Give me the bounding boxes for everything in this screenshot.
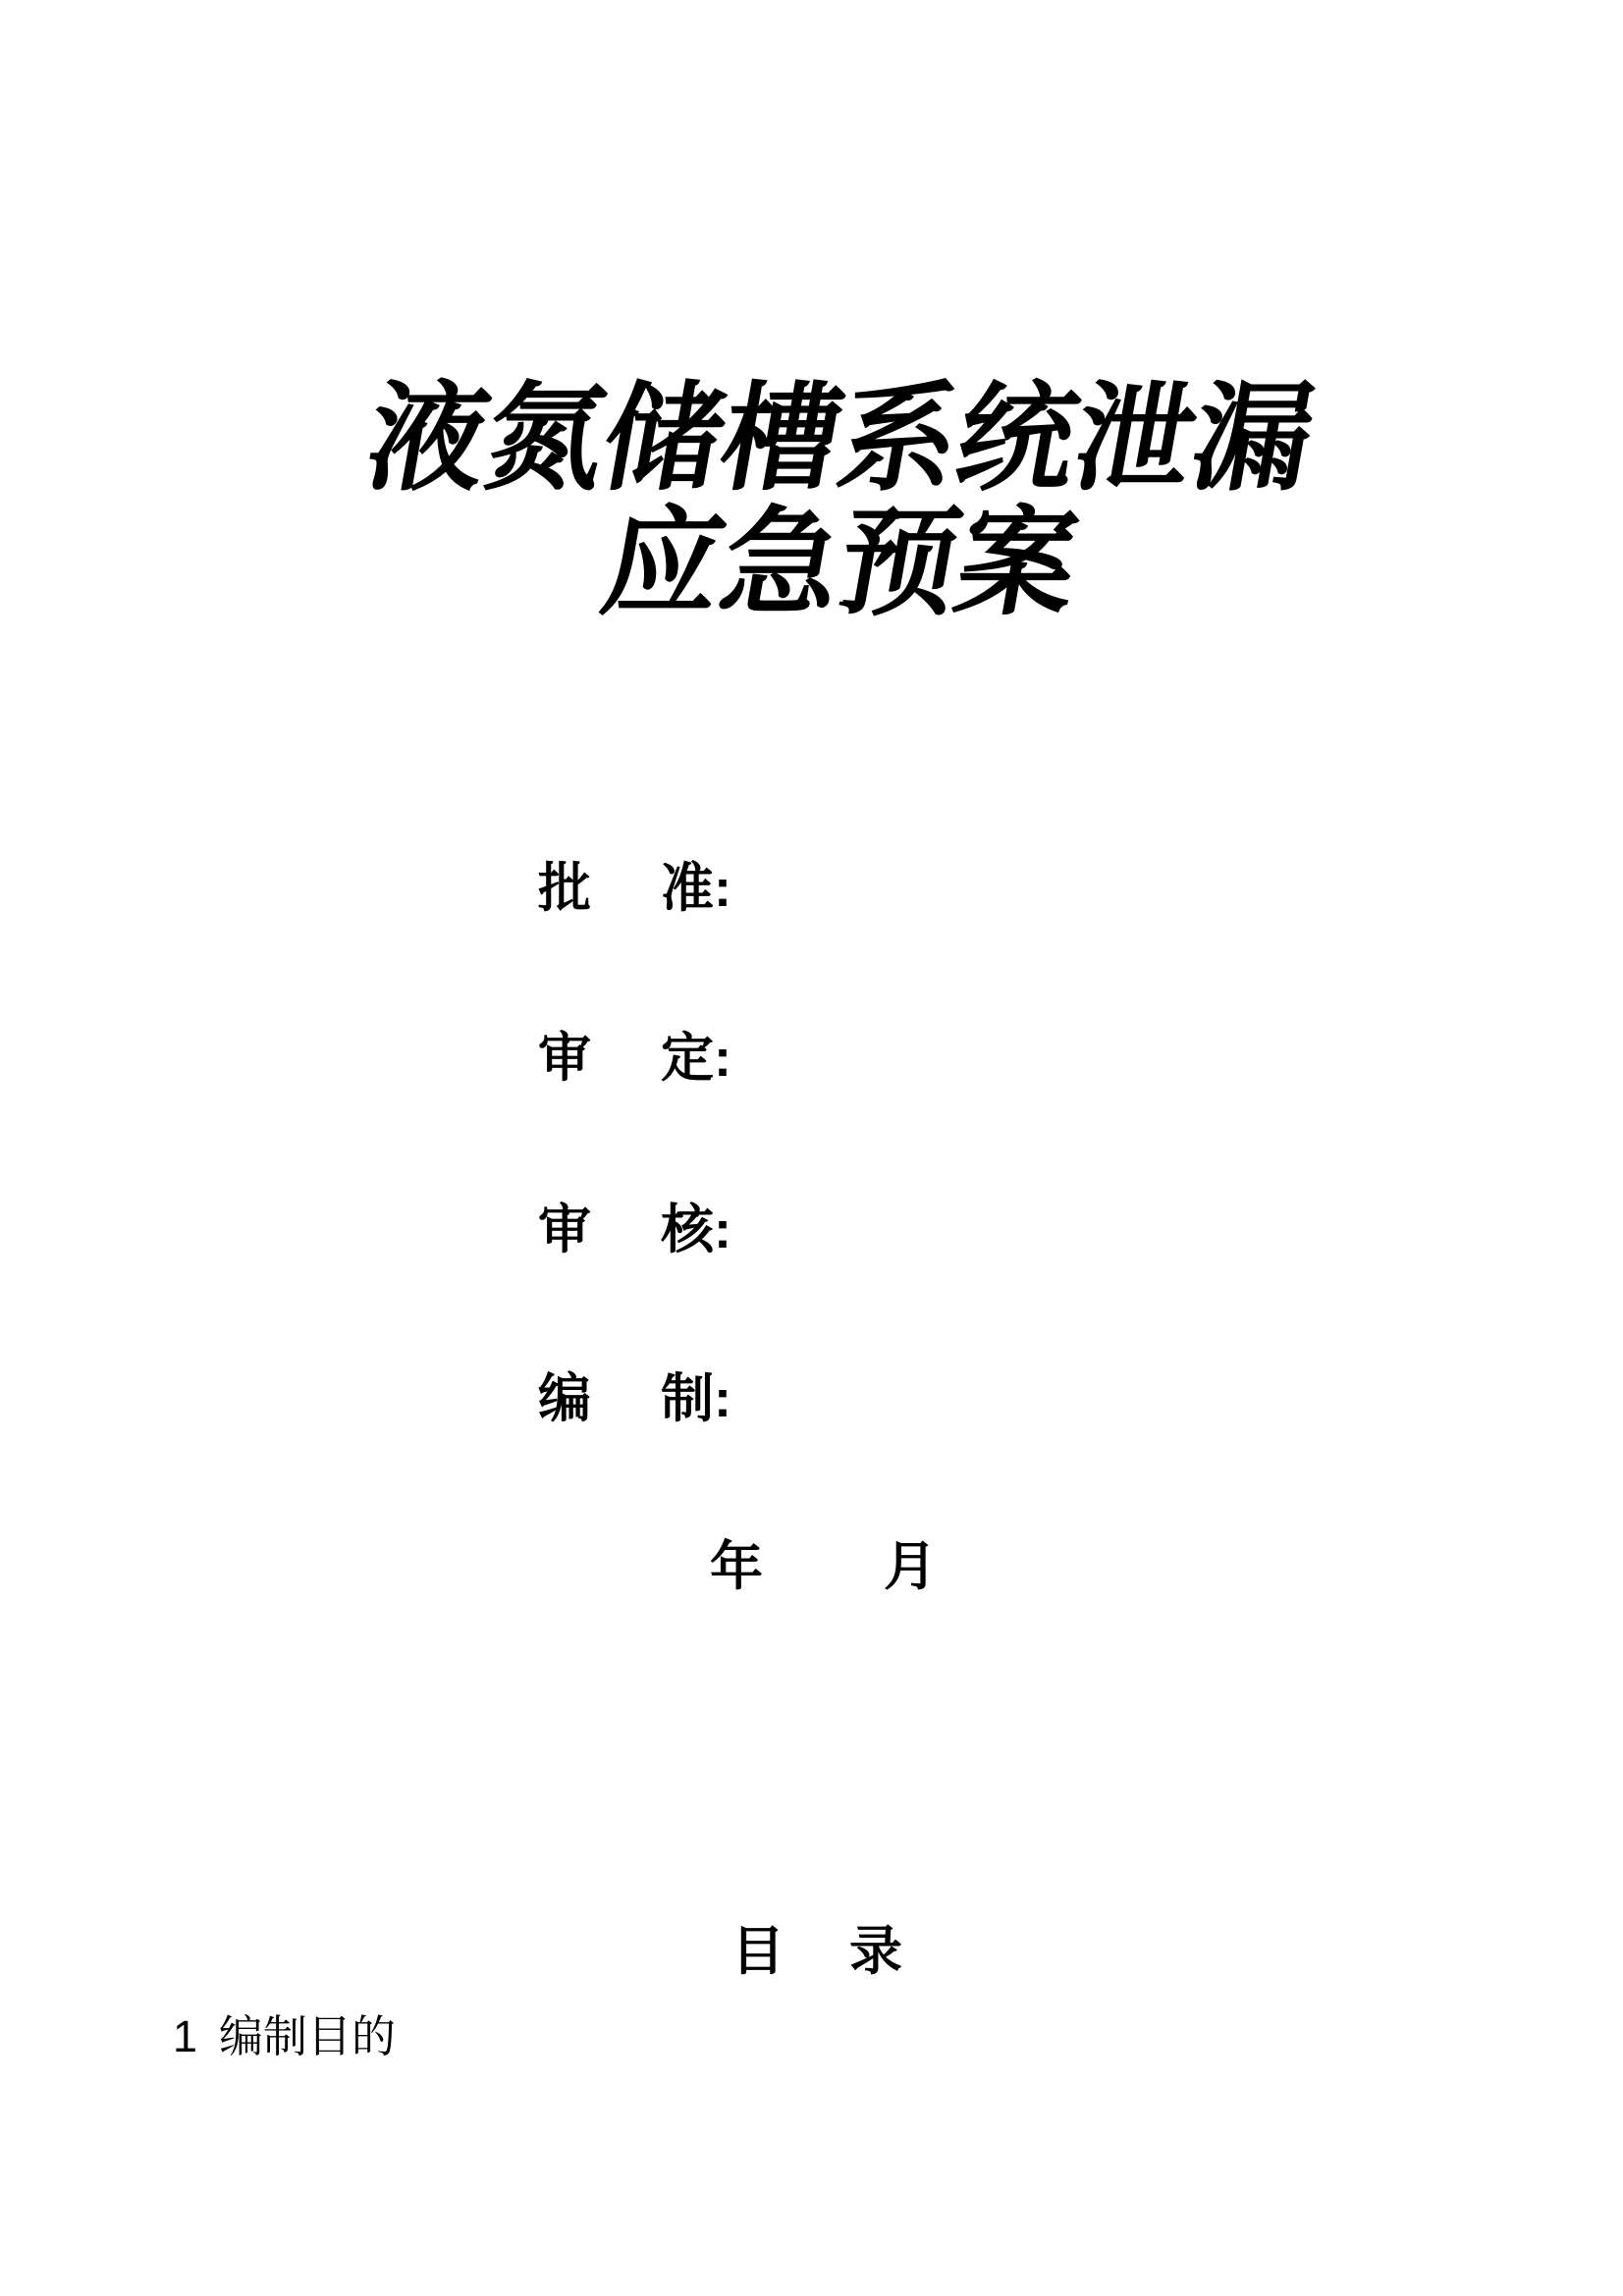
toc-heading-right: 录 (849, 1922, 902, 1981)
signoff-ratify-label-right: 定: (661, 1029, 731, 1088)
signoff-approve-label-left: 批 (538, 859, 591, 918)
signoff-review-label-left: 审 (538, 1201, 591, 1259)
signoff-ratify-label-left: 审 (538, 1029, 591, 1088)
toc-item-1-text: 编制目的 (219, 2011, 397, 2061)
toc-heading-left: 目 (731, 1922, 784, 1981)
document-title-line1 (21, 373, 1623, 505)
year-label: 年 (710, 1537, 763, 1596)
document-title-line2 (21, 498, 1623, 629)
signoff-review-label-right: 核: (661, 1201, 731, 1259)
signoff-compile-label-right: 制: (661, 1369, 731, 1428)
month-label: 月 (884, 1537, 937, 1596)
document-title (21, 373, 1623, 629)
signoff-compile-label-left: 编 (538, 1369, 591, 1428)
document-title-line2-text: 应急预案 (592, 498, 1088, 629)
toc-item-1-number: 1 (173, 2011, 198, 2061)
document-title-line1-text: 液氮储槽系统泄漏 (356, 373, 1324, 505)
signoff-approve-label-right: 准: (661, 859, 731, 918)
